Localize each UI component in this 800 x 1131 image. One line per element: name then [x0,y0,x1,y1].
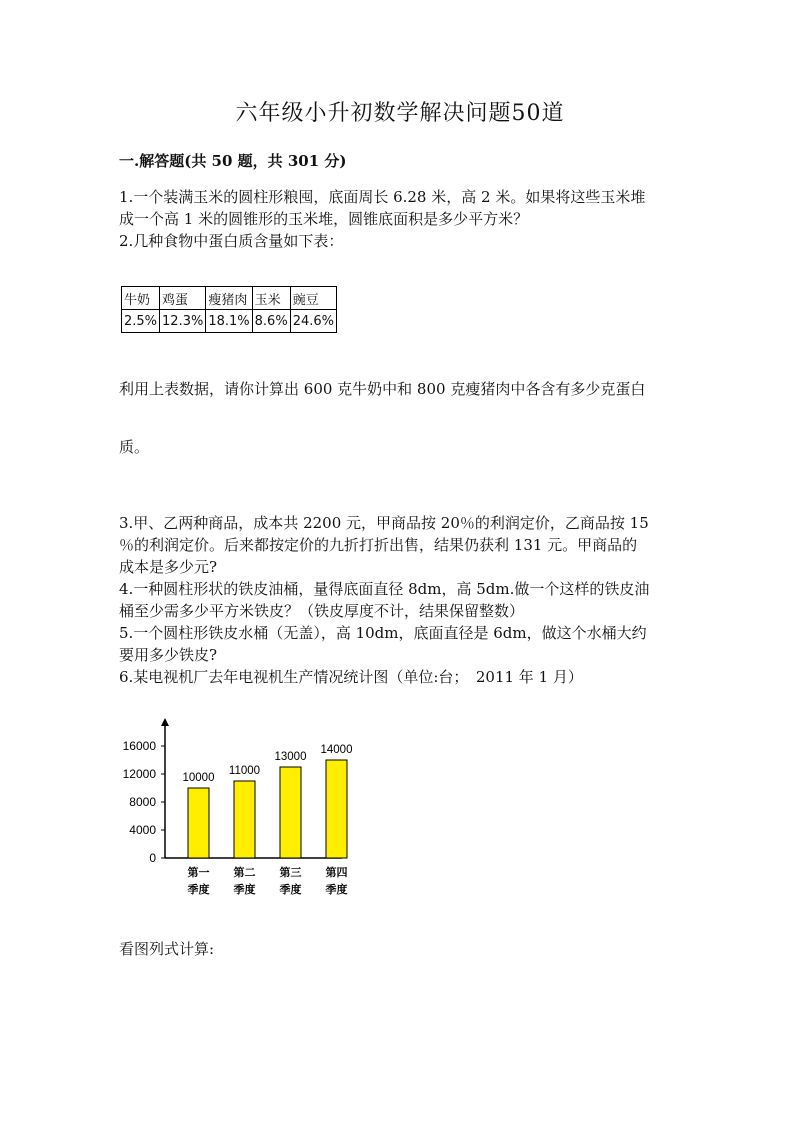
category-label: 季度 [187,884,210,896]
bar-value-label: 13000 [274,751,307,763]
bar [234,781,255,858]
bar [280,767,301,858]
question-3-to-6 [119,512,679,688]
question-6-follow: 看图列式计算: [119,940,215,958]
question-3-line-3: 成本是多少元? [119,558,218,576]
question-6-intro: 6.某电视机厂去年电视机生产情况统计图（单位:台； 2011 年 1 月） [119,668,583,686]
table-row [122,310,337,333]
question-4-line-2: 桶至少需多少平方米铁皮？（铁皮厚度不计，结果保留整数） [119,602,525,620]
question-2-text-line-1: 利用上表数据，请你计算出 600 克牛奶中和 800 克瘦猪肉中各含有多少克蛋白 [119,380,646,398]
question-4-line-1: 4.一种圆柱形状的铁皮油桶，量得底面直径 8dm，高 5dm.做一个这样的铁皮油 [119,580,650,598]
bar [188,788,209,858]
tv-production-bar-chart [110,708,370,908]
y-tick-label: 4000 [129,823,156,837]
table-header-cell: 鸡蛋 [160,287,206,310]
question-1 [119,186,679,252]
table-header-row [122,287,337,310]
category-label: 第一 [187,867,210,879]
question-1-line-1: 1.一个装满玉米的圆柱形粮囤，底面周长 6.28 米，高 2 米。如果将这些玉米堆 [119,188,646,206]
table-header-cell: 豌豆 [290,287,336,310]
category-label: 季度 [325,884,348,896]
category-label: 季度 [279,884,302,896]
y-tick-label: 0 [149,851,156,865]
question-1-line-2: 成一个高 1 米的圆锥形的玉米堆，圆锥底面积是多少平方米？ [119,210,529,228]
question-5-line-2: 要用多少铁皮? [119,646,218,664]
table-cell: 2.5% [122,310,160,333]
y-tick-label: 16000 [122,739,156,753]
y-tick-label: 12000 [122,767,156,781]
question-2-intro: 2.几种食物中蛋白质含量如下表： [119,232,344,250]
bar-value-label: 14000 [320,744,353,756]
table-cell: 18.1% [206,310,252,333]
category-label: 季度 [233,884,256,896]
category-label: 第三 [279,867,302,879]
table-header-cell: 玉米 [252,287,290,310]
table-header-cell: 瘦猪肉 [206,287,252,310]
question-2-text-line-2: 质。 [119,438,150,456]
section-heading: 一.解答题(共 50 题，共 301 分) [119,152,347,170]
page-title: 六年级小升初数学解决问题50道 [235,101,565,126]
protein-table [121,286,337,333]
question-3-line-1: 3.甲、乙两种商品，成本共 2200 元，甲商品按 20％的利润定价，乙商品按 15 [119,514,649,532]
table-cell: 8.6% [252,310,290,333]
y-tick-label: 8000 [129,795,156,809]
bar-value-label: 11000 [228,765,261,777]
y-axis-arrow [161,718,169,726]
question-3-line-2: ％的利润定价。后来都按定价的九折打折出售，结果仍获利 131 元。甲商品的 [119,536,638,554]
table-cell: 24.6% [290,310,336,333]
bar-value-label: 10000 [182,772,215,784]
table-cell: 12.3% [160,310,206,333]
category-label: 第二 [233,867,256,879]
bar [326,760,347,858]
question-5-line-1: 5.一个圆柱形铁皮水桶（无盖），高 10dm，底面直径是 6dm，做这个水桶大约 [119,624,647,642]
category-label: 第四 [325,867,348,879]
table-header-cell: 牛奶 [122,287,160,310]
